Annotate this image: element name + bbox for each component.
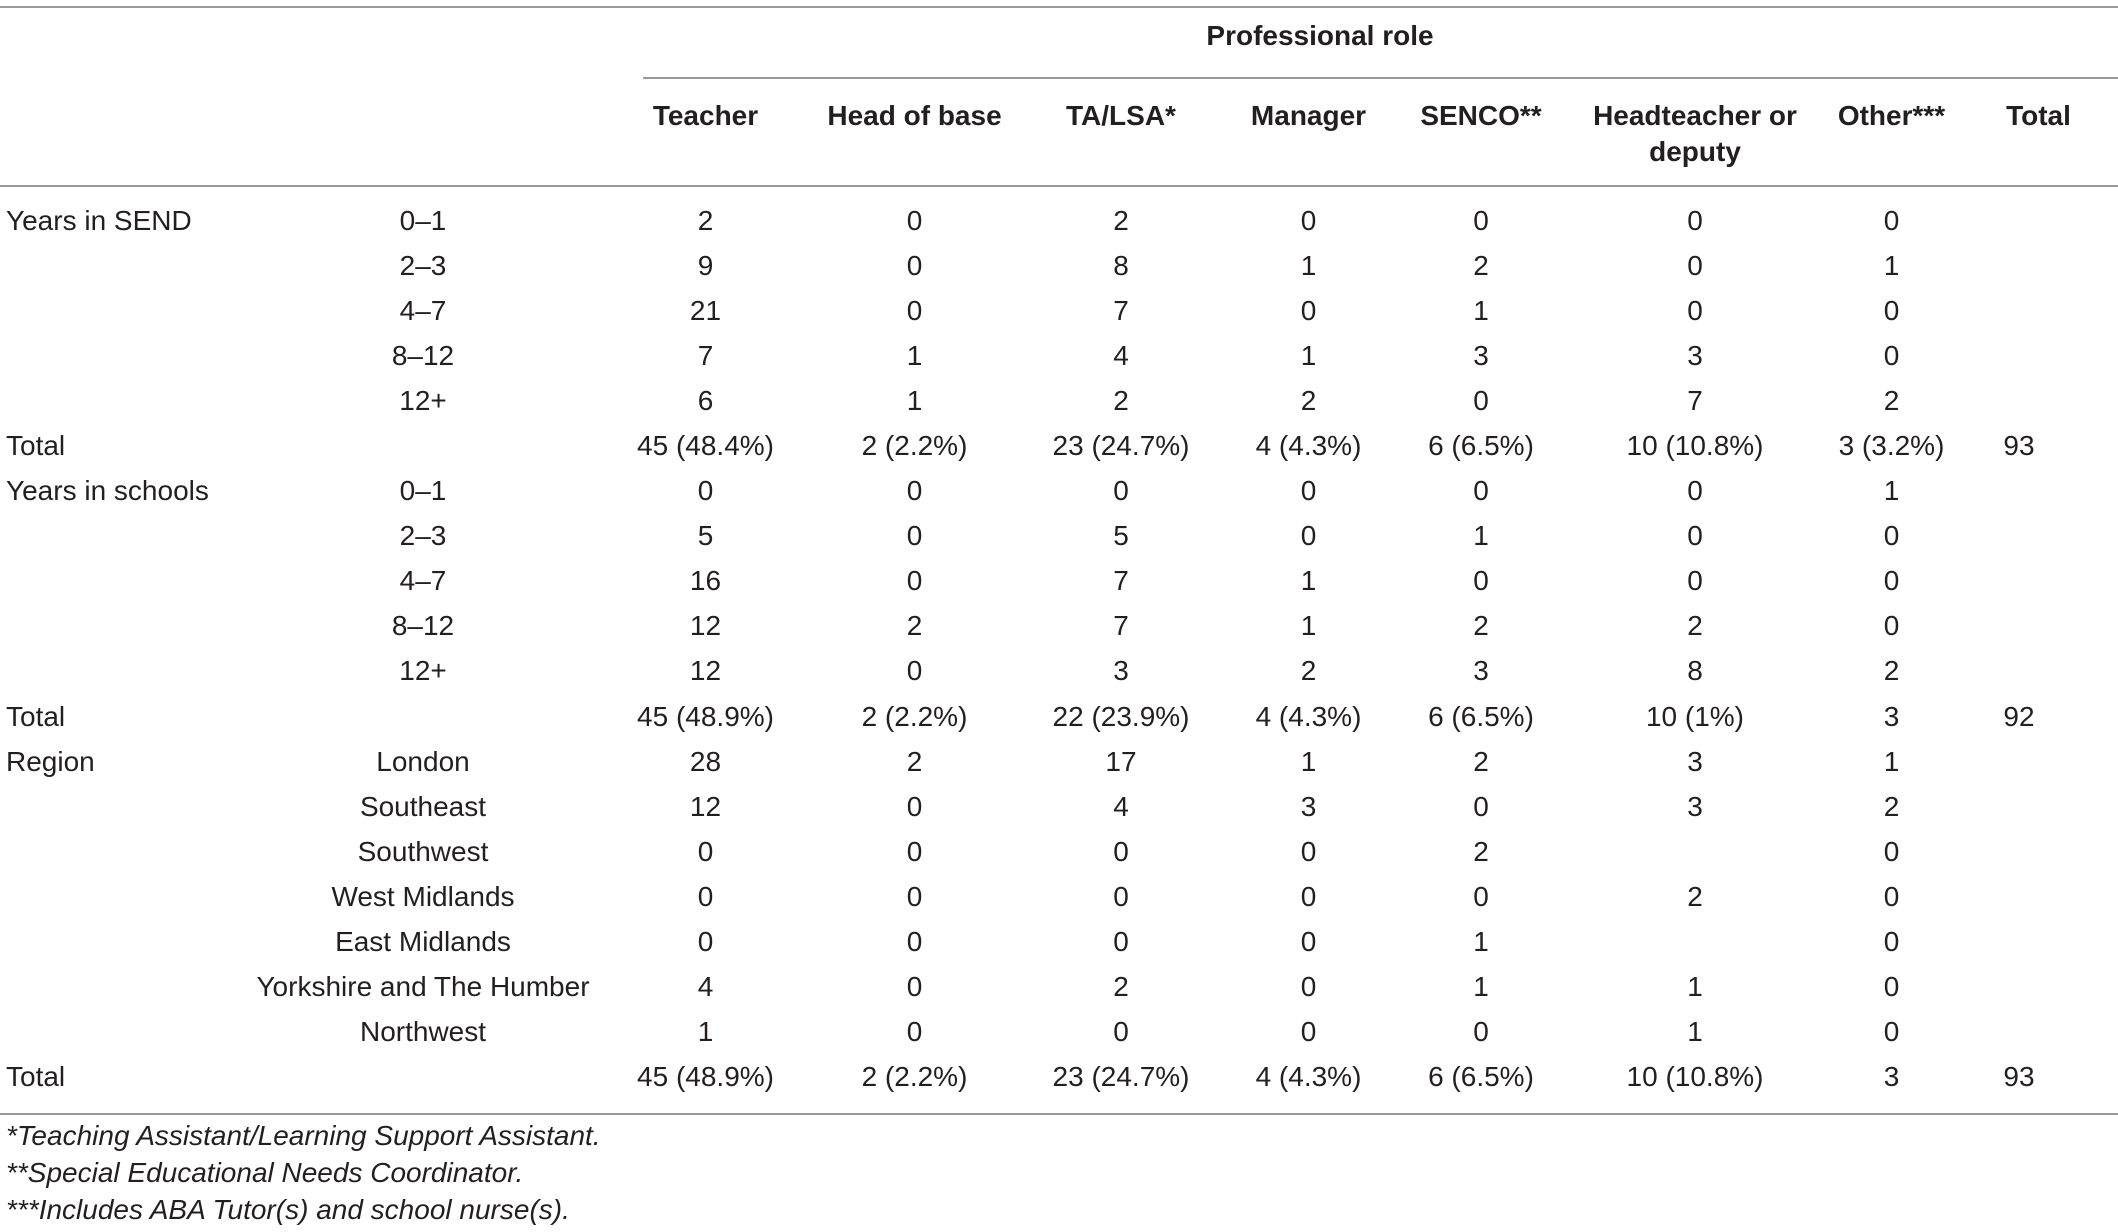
row-subcategory bbox=[243, 694, 603, 739]
table-cell: 2 bbox=[1473, 610, 1489, 642]
column-header: SENCO** bbox=[1420, 100, 1542, 131]
table-cell: 2 bbox=[1113, 971, 1129, 1003]
column-header: Headteacher or deputy bbox=[1593, 100, 1797, 167]
row-subcategory: 4–7 bbox=[399, 294, 447, 326]
table-cell: 8 bbox=[1113, 249, 1129, 281]
table-cell: 2 bbox=[1113, 384, 1129, 416]
table-cell: 1 bbox=[1473, 971, 1489, 1003]
row-category bbox=[0, 333, 243, 378]
row-category: Years in schools bbox=[6, 475, 209, 507]
table-cell bbox=[1959, 649, 2079, 694]
table-cell: 0 bbox=[1300, 204, 1317, 236]
table-cell: 1 bbox=[697, 1016, 714, 1048]
row-category bbox=[0, 1010, 243, 1055]
table-cell: 45 (48.9%) bbox=[637, 700, 774, 732]
table-cell: 0 bbox=[1883, 835, 1900, 867]
table-cell: 0 bbox=[1883, 880, 1900, 912]
row-subcategory: 0–1 bbox=[399, 204, 447, 236]
table-cell: 2 bbox=[1473, 745, 1489, 777]
group-header: Professional role bbox=[1206, 20, 1434, 51]
table-cell: 0 bbox=[906, 520, 923, 552]
table-cell: 0 bbox=[1473, 1016, 1489, 1048]
table-cell: 93 bbox=[2003, 430, 2035, 462]
table-cell: 3 bbox=[1883, 1061, 1900, 1093]
table-row bbox=[0, 423, 2079, 468]
table-row bbox=[0, 649, 2079, 694]
table-cell: 16 bbox=[689, 565, 722, 597]
header-rule bbox=[0, 185, 2118, 187]
row-subcategory: 8–12 bbox=[391, 610, 455, 642]
table-cell: 45 (48.4%) bbox=[637, 430, 774, 462]
table-cell: 3 (3.2%) bbox=[1838, 430, 1945, 462]
table-cell: 0 bbox=[906, 835, 923, 867]
table-cell: 4 bbox=[1113, 339, 1129, 371]
table-cell: 0 bbox=[1687, 204, 1703, 236]
row-subcategory: East Midlands bbox=[335, 926, 511, 958]
table-cell: 1 bbox=[1300, 249, 1317, 281]
table-row bbox=[0, 378, 2079, 423]
table-row bbox=[0, 965, 2079, 1010]
table-row bbox=[0, 514, 2079, 559]
table-cell: 6 bbox=[697, 384, 714, 416]
table-cell: 28 bbox=[689, 745, 722, 777]
table-cell bbox=[1959, 514, 2079, 559]
row-subcategory: 12+ bbox=[399, 655, 447, 687]
row-subcategory: London bbox=[376, 745, 470, 777]
table-cell: 0 bbox=[906, 565, 923, 597]
row-category: Total bbox=[6, 430, 66, 462]
table-cell: 0 bbox=[1113, 1016, 1129, 1048]
row-subcategory: 2–3 bbox=[399, 249, 447, 281]
table-cell: 0 bbox=[1883, 565, 1900, 597]
column-header: TA/LSA* bbox=[1066, 100, 1176, 131]
table-cell: 3 bbox=[1687, 790, 1703, 822]
table-cell: 0 bbox=[1113, 475, 1129, 507]
table-cell: 2 bbox=[1113, 204, 1129, 236]
table-cell: 12 bbox=[689, 790, 722, 822]
table-cell: 4 bbox=[697, 971, 714, 1003]
table-cell: 0 bbox=[1300, 1016, 1317, 1048]
table-cell: 5 bbox=[1113, 520, 1129, 552]
table-cell bbox=[1959, 920, 2079, 965]
table-cell: 1 bbox=[1687, 971, 1703, 1003]
table-cell: 0 bbox=[1300, 835, 1317, 867]
table-cell: 0 bbox=[906, 880, 923, 912]
table-cell bbox=[1959, 965, 2079, 1010]
table-cell: 45 (48.9%) bbox=[637, 1061, 774, 1093]
row-category bbox=[0, 874, 243, 919]
row-subcategory: Southeast bbox=[359, 790, 487, 822]
table-cell: 22 (23.9%) bbox=[1052, 700, 1190, 732]
table-cell bbox=[1959, 739, 2079, 784]
table-cell bbox=[1959, 604, 2079, 649]
table-cell: 1 bbox=[1473, 294, 1489, 326]
row-category bbox=[0, 965, 243, 1010]
table-cell: 0 bbox=[1687, 520, 1703, 552]
column-header: Head of base bbox=[827, 100, 1002, 131]
row-subcategory: Yorkshire and The Humber bbox=[256, 971, 590, 1003]
row-subcategory bbox=[243, 1055, 603, 1100]
row-subcategory: 0–1 bbox=[399, 475, 447, 507]
row-category: Total bbox=[6, 1061, 66, 1093]
table-row bbox=[0, 739, 2079, 784]
table-body bbox=[0, 198, 2079, 1100]
row-subcategory: 8–12 bbox=[391, 339, 455, 371]
table-cell bbox=[1959, 243, 2079, 288]
table-cell: 2 bbox=[906, 745, 923, 777]
table-row bbox=[0, 1055, 2079, 1100]
table-cell: 0 bbox=[1883, 926, 1900, 958]
table-cell: 0 bbox=[1113, 880, 1129, 912]
table-cell: 8 bbox=[1687, 655, 1703, 687]
table-row bbox=[0, 829, 2079, 874]
table-row bbox=[0, 243, 2079, 288]
table-cell bbox=[1959, 378, 2079, 423]
row-subcategory: West Midlands bbox=[331, 880, 515, 912]
table-cell: 23 (24.7%) bbox=[1052, 1061, 1190, 1093]
table-cell bbox=[1959, 829, 2079, 874]
table-cell: 6 (6.5%) bbox=[1428, 700, 1534, 732]
table-row bbox=[0, 333, 2079, 378]
table-cell bbox=[1566, 829, 1824, 874]
table-cell: 0 bbox=[1473, 880, 1489, 912]
table-cell: 1 bbox=[1300, 339, 1317, 371]
table-cell: 0 bbox=[1883, 610, 1900, 642]
table-row bbox=[0, 198, 2079, 243]
row-subcategory bbox=[243, 423, 603, 468]
table-cell: 1 bbox=[1883, 249, 1900, 281]
table-cell: 2 bbox=[1883, 790, 1900, 822]
table-cell: 23 (24.7%) bbox=[1052, 430, 1190, 462]
row-subcategory: Northwest bbox=[359, 1016, 487, 1048]
table-cell: 9 bbox=[697, 249, 714, 281]
table-cell: 0 bbox=[1687, 475, 1703, 507]
table-cell: 0 bbox=[1300, 475, 1317, 507]
table-cell bbox=[1959, 333, 2079, 378]
table-cell: 1 bbox=[906, 384, 923, 416]
table-cell bbox=[1566, 920, 1824, 965]
row-category bbox=[0, 784, 243, 829]
table-row bbox=[0, 784, 2079, 829]
table-cell: 0 bbox=[1883, 520, 1900, 552]
table-cell: 2 bbox=[1687, 610, 1703, 642]
row-subcategory: 4–7 bbox=[399, 565, 447, 597]
row-category: Years in SEND bbox=[6, 204, 192, 236]
row-category bbox=[0, 243, 243, 288]
row-category bbox=[0, 559, 243, 604]
table-cell: 0 bbox=[906, 249, 923, 281]
table-cell: 1 bbox=[1300, 610, 1317, 642]
table-cell: 2 bbox=[1473, 249, 1489, 281]
table-cell: 0 bbox=[906, 204, 923, 236]
table-cell: 1 bbox=[1687, 1016, 1703, 1048]
table-cell: 0 bbox=[697, 475, 714, 507]
table-cell: 0 bbox=[1883, 971, 1900, 1003]
table-cell: 1 bbox=[1300, 745, 1317, 777]
table-cell: 0 bbox=[906, 926, 923, 958]
table-cell: 7 bbox=[697, 339, 714, 371]
row-category bbox=[0, 920, 243, 965]
table-cell: 10 (10.8%) bbox=[1626, 1061, 1764, 1093]
table-cell: 4 (4.3%) bbox=[1255, 700, 1362, 732]
table-cell: 10 (1%) bbox=[1645, 700, 1745, 732]
table-cell: 2 bbox=[1473, 835, 1489, 867]
table-cell: 0 bbox=[697, 926, 714, 958]
table-cell bbox=[1959, 874, 2079, 919]
table-row bbox=[0, 469, 2079, 514]
table-cell: 7 bbox=[1687, 384, 1703, 416]
table-cell: 0 bbox=[1113, 926, 1129, 958]
table-cell: 0 bbox=[1687, 565, 1703, 597]
column-header: Manager bbox=[1250, 100, 1367, 131]
table-cell: 3 bbox=[1687, 339, 1703, 371]
table-cell: 0 bbox=[1883, 339, 1900, 371]
table-cell: 2 bbox=[1883, 384, 1900, 416]
table-cell: 0 bbox=[1473, 475, 1489, 507]
table-cell: 7 bbox=[1113, 565, 1129, 597]
row-subcategory: Southwest bbox=[357, 835, 489, 867]
table-cell: 0 bbox=[1687, 294, 1703, 326]
table-cell: 2 bbox=[1300, 655, 1317, 687]
table-cell bbox=[1959, 784, 2079, 829]
table-cell: 21 bbox=[689, 294, 722, 326]
table-cell: 12 bbox=[689, 610, 722, 642]
table-cell: 0 bbox=[1883, 204, 1900, 236]
table-cell: 2 bbox=[1883, 655, 1900, 687]
table-cell: 6 (6.5%) bbox=[1428, 1061, 1534, 1093]
table-cell: 2 bbox=[906, 610, 923, 642]
column-header: Other*** bbox=[1837, 100, 1946, 131]
table-cell: 12 bbox=[689, 655, 722, 687]
table-cell: 10 (10.8%) bbox=[1626, 430, 1764, 462]
table-cell: 1 bbox=[1883, 475, 1900, 507]
table-cell: 4 (4.3%) bbox=[1255, 1061, 1362, 1093]
row-category: Region bbox=[6, 745, 95, 777]
table-cell: 0 bbox=[697, 880, 714, 912]
row-category bbox=[0, 649, 243, 694]
table-cell: 2 (2.2%) bbox=[861, 1061, 968, 1093]
table-cell: 2 (2.2%) bbox=[861, 700, 968, 732]
table-cell: 3 bbox=[1687, 745, 1703, 777]
table-row bbox=[0, 920, 2079, 965]
table-cell: 0 bbox=[1883, 294, 1900, 326]
table-cell: 2 (2.2%) bbox=[861, 430, 968, 462]
table-cell: 0 bbox=[1300, 294, 1317, 326]
table-cell: 0 bbox=[1883, 1016, 1900, 1048]
table-cell: 5 bbox=[697, 520, 714, 552]
footnote: *Teaching Assistant/Learning Support Assistant. bbox=[6, 1120, 601, 1151]
table-cell bbox=[1959, 198, 2079, 243]
table-cell: 4 bbox=[1113, 790, 1129, 822]
table-row bbox=[0, 604, 2079, 649]
row-subcategory: 2–3 bbox=[399, 520, 447, 552]
table-cell: 2 bbox=[1300, 384, 1317, 416]
row-category bbox=[0, 378, 243, 423]
column-header: Total bbox=[2006, 100, 2071, 131]
table-cell: 0 bbox=[906, 790, 923, 822]
table-cell: 0 bbox=[1473, 204, 1489, 236]
table-row bbox=[0, 874, 2079, 919]
table-cell: 93 bbox=[2003, 1061, 2035, 1093]
table-cell bbox=[1959, 288, 2079, 333]
table-cell: 0 bbox=[906, 655, 923, 687]
table-cell: 0 bbox=[906, 294, 923, 326]
table-cell: 7 bbox=[1113, 610, 1129, 642]
table-cell: 0 bbox=[906, 1016, 923, 1048]
table-cell: 7 bbox=[1113, 294, 1129, 326]
table-cell: 1 bbox=[1300, 565, 1317, 597]
table-cell: 4 (4.3%) bbox=[1255, 430, 1362, 462]
top-rule bbox=[0, 6, 2118, 8]
footnote: ***Includes ABA Tutor(s) and school nurse(s). bbox=[6, 1194, 570, 1225]
footnote: **Special Educational Needs Coordinator. bbox=[6, 1157, 524, 1188]
table-cell bbox=[1959, 1010, 2079, 1055]
table-cell: 0 bbox=[906, 971, 923, 1003]
table-cell: 3 bbox=[1113, 655, 1129, 687]
column-header: Teacher bbox=[652, 100, 759, 131]
table-cell: 0 bbox=[697, 835, 714, 867]
table-cell: 0 bbox=[1113, 835, 1129, 867]
table-cell: 2 bbox=[1687, 880, 1703, 912]
table-row bbox=[0, 1010, 2079, 1055]
row-subcategory: 12+ bbox=[399, 384, 447, 416]
table-row bbox=[0, 559, 2079, 604]
table-cell: 0 bbox=[1473, 790, 1489, 822]
table-cell: 0 bbox=[1300, 880, 1317, 912]
bottom-rule bbox=[0, 1113, 2118, 1115]
table-cell: 6 (6.5%) bbox=[1428, 430, 1534, 462]
table-cell: 0 bbox=[1687, 249, 1703, 281]
table-cell: 0 bbox=[1300, 520, 1317, 552]
group-header-rule bbox=[643, 77, 2118, 79]
table-cell: 1 bbox=[1473, 520, 1489, 552]
table-cell: 1 bbox=[906, 339, 923, 371]
row-category bbox=[0, 604, 243, 649]
table-row bbox=[0, 288, 2079, 333]
row-category bbox=[0, 514, 243, 559]
data-table bbox=[0, 198, 2079, 1100]
table-cell: 0 bbox=[906, 475, 923, 507]
table-cell bbox=[1959, 469, 2079, 514]
table-cell: 1 bbox=[1473, 926, 1489, 958]
table-cell: 3 bbox=[1300, 790, 1317, 822]
row-category bbox=[0, 288, 243, 333]
row-category: Total bbox=[6, 700, 66, 732]
table-cell bbox=[1959, 559, 2079, 604]
table-cell: 2 bbox=[697, 204, 714, 236]
table-cell: 0 bbox=[1300, 926, 1317, 958]
table-cell: 0 bbox=[1300, 971, 1317, 1003]
table-cell: 17 bbox=[1105, 745, 1137, 777]
table-cell: 1 bbox=[1883, 745, 1900, 777]
row-category bbox=[0, 829, 243, 874]
table-cell: 3 bbox=[1473, 655, 1489, 687]
table-row bbox=[0, 694, 2079, 739]
table-cell: 92 bbox=[2003, 700, 2035, 732]
table-cell: 0 bbox=[1473, 565, 1489, 597]
table-cell: 0 bbox=[1473, 384, 1489, 416]
table-cell: 3 bbox=[1883, 700, 1900, 732]
table-cell: 3 bbox=[1473, 339, 1489, 371]
